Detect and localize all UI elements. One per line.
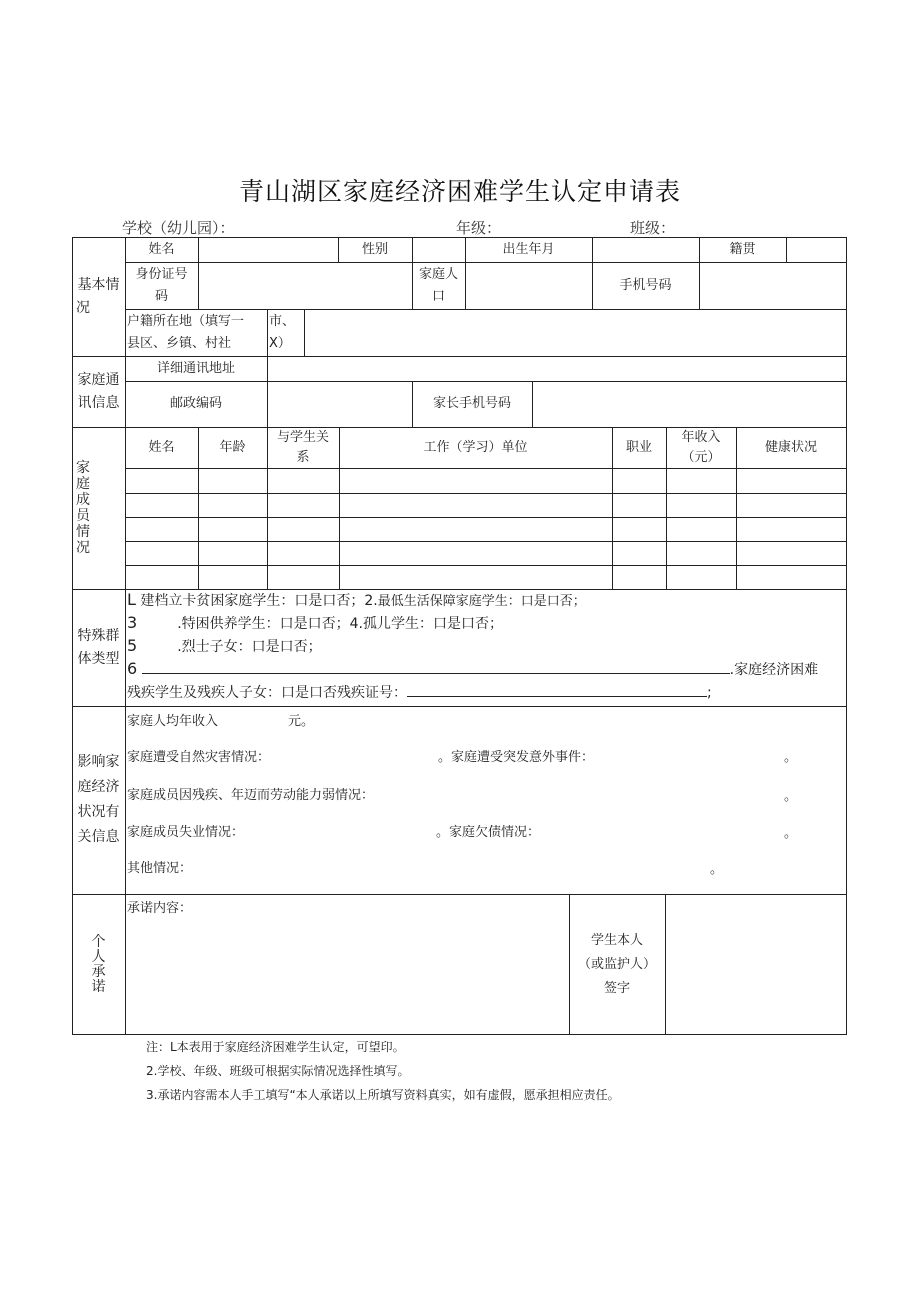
member-row[interactable] [125, 565, 846, 589]
influence-other-end: 。 [710, 862, 724, 877]
field-native-place[interactable] [786, 237, 846, 262]
special-line-1: L 建档立卡贫困家庭学生：口是口否；2.最低生活保障家庭学生：口是口否； [127, 590, 586, 609]
member-header-relation: 与学生关 系 [276, 429, 329, 465]
section-basic-info: 基本情 况 [76, 276, 120, 316]
field-birth-date[interactable] [592, 237, 699, 262]
member-header-health: 健康状况 [764, 439, 817, 455]
section-family-members: 家 庭 成 员 情 况 [76, 460, 90, 556]
member-row[interactable] [125, 468, 846, 493]
label-gender: 性别 [361, 241, 388, 257]
form-title: 青山湖区家庭经济困难学生认定申请表 [238, 177, 681, 206]
note-3: 3.承诺内容需本人手工填写“本人承诺以上所填写资料真实，如有虚假，愿承担相应责任。 [146, 1088, 620, 1102]
special-line-3: 5 .烈士子女：口是口否； [127, 636, 322, 655]
member-row[interactable] [125, 517, 846, 541]
field-phone[interactable] [699, 262, 846, 309]
pledge-content-field[interactable] [126, 920, 568, 1032]
label-parent-phone: 家长手机号码 [432, 396, 511, 411]
label-address: 详细通讯地址 [156, 360, 235, 376]
influence-income-line: 家庭人均年收入 元。 [127, 714, 315, 729]
member-header-workplace: 工作（学习）单位 [423, 439, 528, 455]
grade-label: 年级： [456, 219, 502, 237]
special-line-2: 3 .特困供养学生：口是口否；4.孤儿学生：口是口否； [127, 613, 503, 632]
field-id-number[interactable] [198, 262, 412, 309]
signature-label: 学生本人 （或监护人） 签字 [577, 932, 656, 996]
label-birth-date: 出生年月 [502, 241, 555, 257]
pledge-content-label: 承诺内容： [127, 901, 193, 916]
member-row[interactable] [125, 541, 846, 565]
section-contact-info: 家庭通 讯信息 [77, 371, 120, 411]
special-other-blank[interactable] [142, 659, 730, 674]
field-address[interactable] [267, 356, 846, 381]
member-header-name: 姓名 [148, 439, 175, 455]
label-id-number: 身份证号 码 [135, 266, 188, 304]
member-header-occupation: 职业 [625, 439, 652, 455]
class-label: 班级： [630, 219, 676, 237]
influence-other: 其他情况： [127, 861, 193, 876]
label-hukou-location: 户籍所在地（填写一 县区、乡镇、村社 [127, 313, 245, 351]
label-hukou-location-cont: 市、 X） [269, 313, 296, 351]
member-header-age: 年龄 [219, 439, 246, 455]
field-hukou-location[interactable] [304, 309, 846, 356]
label-name: 姓名 [148, 241, 175, 257]
field-gender[interactable] [412, 237, 465, 262]
note-2: 2.学校、年级、班级可根据实际情况选择性填写。 [146, 1064, 410, 1078]
section-personal-pledge: 个 人 承 诺 [91, 933, 106, 995]
influence-disability: 家庭成员因残疾、年迈而劳动能力弱情况： [127, 788, 375, 803]
label-phone: 手机号码 [619, 277, 672, 293]
influence-disability-end: 。 [784, 789, 798, 804]
school-label: 学校（幼儿园）： [122, 219, 235, 237]
note-1: 注：L本表用于家庭经济困难学生认定，可望印。 [146, 1040, 405, 1054]
influence-disaster: 家庭遭受自然灾害情况： [127, 750, 271, 765]
label-postcode: 邮政编码 [169, 396, 222, 411]
label-native-place: 籍贯 [729, 241, 756, 257]
member-row[interactable] [125, 493, 846, 517]
influence-unemployment: 家庭成员失业情况： [127, 825, 245, 840]
section-special-group: 特殊群 体类型 [77, 627, 120, 667]
influence-accident-line: 。家庭遭受突发意外事件： [438, 750, 595, 765]
member-header-income: 年收入 （元） [681, 429, 721, 465]
field-name[interactable] [198, 237, 338, 262]
influence-debt-line: 。家庭欠债情况： [436, 825, 541, 840]
disability-cert-blank[interactable] [407, 682, 707, 697]
section-influence-info: 影响家 庭经济 状况有 关信息 [77, 754, 120, 845]
field-household-size[interactable] [465, 262, 592, 309]
influence-accident-end: 。 [784, 750, 798, 765]
influence-debt-end: 。 [784, 826, 798, 841]
signature-field[interactable] [666, 895, 846, 1034]
special-line-4: 6 .家庭经济困难 [127, 659, 819, 678]
field-parent-phone[interactable] [532, 381, 846, 427]
special-line-5: 残疾学生及残疾人子女：口是口否残疾证号： ; [127, 682, 712, 702]
label-household-size: 家庭人 口 [418, 266, 458, 304]
field-postcode[interactable] [267, 381, 412, 427]
